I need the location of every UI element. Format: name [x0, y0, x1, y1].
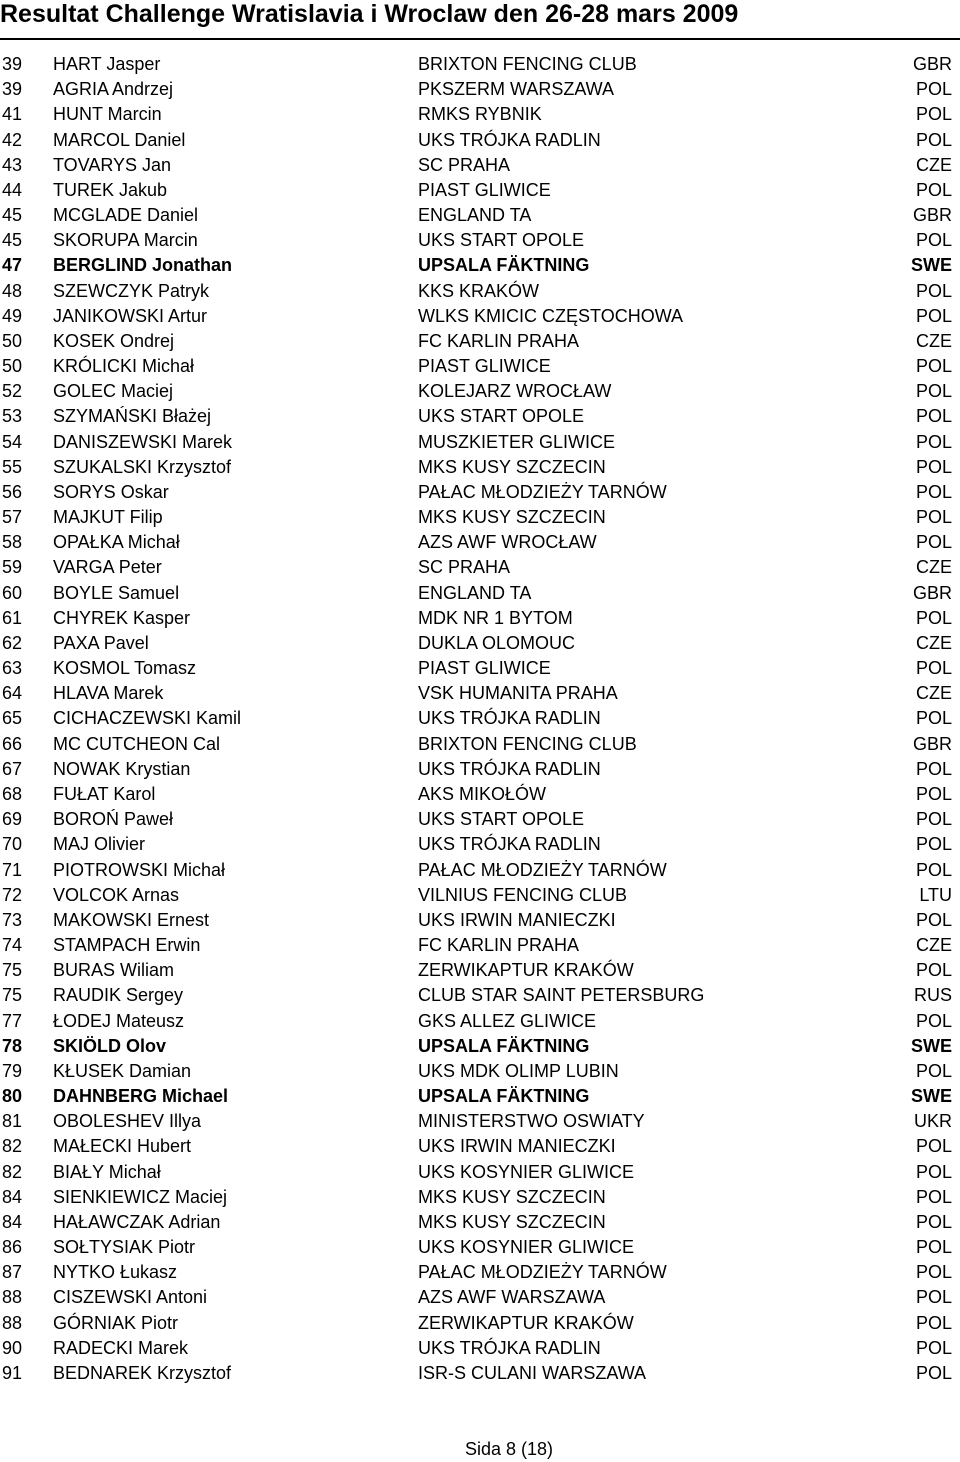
country-code: POL	[915, 431, 952, 452]
country-code: CZE	[916, 683, 952, 704]
athlete-name: SOŁTYSIAK Piotr	[53, 1237, 196, 1258]
result-row	[0, 858, 960, 883]
country-code: LTU	[919, 884, 952, 905]
result-row	[0, 1134, 960, 1159]
country-code: POL	[915, 1262, 952, 1283]
page-number: Sida 8 (18)	[464, 1439, 554, 1459]
club-name: MUSZKIETER GLIWICE	[418, 431, 616, 452]
result-row	[0, 1084, 960, 1109]
country-code: GBR	[912, 582, 952, 603]
country-code: POL	[915, 909, 952, 930]
club-name: RMKS RYBNIK	[418, 104, 542, 125]
result-row	[0, 128, 960, 153]
athlete-name: CICHACZEWSKI Kamil	[53, 708, 242, 729]
athlete-name: MC CUTCHEON Cal	[53, 733, 221, 754]
athlete-name: ŁODEJ Mateusz	[53, 1010, 185, 1031]
athlete-name: MAKOWSKI Ernest	[53, 909, 210, 930]
athlete-name: SZEWCZYK Patryk	[53, 280, 210, 301]
result-rank: 84	[2, 1186, 23, 1207]
result-rank: 60	[2, 582, 23, 603]
club-name: UKS TRÓJKA RADLIN	[418, 834, 601, 855]
club-name: SC PRAHA	[418, 557, 511, 578]
result-rank: 74	[2, 935, 23, 956]
result-rank: 47	[2, 255, 23, 276]
athlete-name: SZUKALSKI Krzysztof	[53, 456, 232, 477]
athlete-name: AGRIA Andrzej	[53, 79, 174, 100]
club-name: FC KARLIN PRAHA	[418, 330, 580, 351]
club-name: UKS TRÓJKA RADLIN	[418, 758, 601, 779]
club-name: FC KARLIN PRAHA	[418, 935, 580, 956]
athlete-name: PAXA Pavel	[53, 632, 149, 653]
result-row	[0, 656, 960, 681]
country-code: POL	[915, 507, 952, 528]
club-name: PIAST GLIWICE	[418, 356, 551, 377]
country-code: POL	[915, 1287, 952, 1308]
result-rank: 68	[2, 783, 23, 804]
result-row	[0, 430, 960, 455]
result-row	[0, 706, 960, 731]
club-name: ISR-S CULANI WARSZAWA	[418, 1362, 647, 1383]
result-row	[0, 329, 960, 354]
result-row	[0, 480, 960, 505]
club-name: MKS KUSY SZCZECIN	[418, 456, 606, 477]
country-code: POL	[915, 305, 952, 326]
country-code: CZE	[916, 330, 952, 351]
athlete-name: VOLCOK Arnas	[53, 884, 180, 905]
result-rank: 63	[2, 658, 23, 679]
club-name: BRIXTON FENCING CLUB	[418, 733, 637, 754]
club-name: MDK NR 1 BYTOM	[418, 607, 573, 628]
result-rank: 53	[2, 406, 23, 427]
result-rank: 55	[2, 456, 23, 477]
country-code: GBR	[912, 733, 952, 754]
country-code: POL	[915, 708, 952, 729]
result-row	[0, 1185, 960, 1210]
result-row	[0, 178, 960, 203]
club-name: UKS MDK OLIMP LUBIN	[418, 1060, 619, 1081]
country-code: POL	[915, 859, 952, 880]
country-code: POL	[915, 607, 952, 628]
athlete-name: DANISZEWSKI Marek	[53, 431, 233, 452]
result-rank: 80	[2, 1086, 23, 1107]
result-rank: 59	[2, 557, 23, 578]
country-code: POL	[915, 406, 952, 427]
athlete-name: KOSMOL Tomasz	[53, 658, 197, 679]
result-row	[0, 379, 960, 404]
result-row	[0, 404, 960, 429]
country-code: POL	[915, 758, 952, 779]
result-rank: 82	[2, 1136, 23, 1157]
title-divider	[0, 38, 960, 40]
club-name: UKS KOSYNIER GLIWICE	[418, 1237, 635, 1258]
club-name: UKS IRWIN MANIECZKI	[418, 909, 616, 930]
club-name: UKS TRÓJKA RADLIN	[418, 129, 601, 150]
athlete-name: CISZEWSKI Antoni	[53, 1287, 208, 1308]
club-name: UKS IRWIN MANIECZKI	[418, 1136, 616, 1157]
athlete-name: FUŁAT Karol	[53, 783, 156, 804]
club-name: AZS AWF WROCŁAW	[418, 532, 597, 553]
result-row	[0, 1059, 960, 1084]
result-row	[0, 606, 960, 631]
result-rank: 88	[2, 1287, 23, 1308]
athlete-name: NOWAK Krystian	[53, 758, 191, 779]
result-rank: 75	[2, 985, 23, 1006]
country-code: POL	[915, 658, 952, 679]
result-row	[0, 782, 960, 807]
club-name: UKS START OPOLE	[418, 230, 585, 251]
result-row	[0, 581, 960, 606]
result-rank: 91	[2, 1362, 23, 1383]
result-row	[0, 1210, 960, 1235]
club-name: MINISTERSTWO OSWIATY	[418, 1111, 645, 1132]
athlete-name: BOROŃ Paweł	[53, 809, 174, 830]
athlete-name: MCGLADE Daniel	[53, 205, 199, 226]
country-code: POL	[915, 1161, 952, 1182]
athlete-name: VARGA Peter	[53, 557, 162, 578]
result-rank: 41	[2, 104, 23, 125]
club-name: SC PRAHA	[418, 154, 511, 175]
result-rank: 70	[2, 834, 23, 855]
athlete-name: SKORUPA Marcin	[53, 230, 198, 251]
result-row	[0, 883, 960, 908]
athlete-name: HART Jasper	[53, 54, 161, 74]
result-row	[0, 1285, 960, 1310]
result-rank: 65	[2, 708, 23, 729]
result-rank: 50	[2, 356, 23, 377]
country-code: POL	[915, 1237, 952, 1258]
result-row	[0, 77, 960, 102]
athlete-name: JANIKOWSKI Artur	[53, 305, 208, 326]
result-rank: 79	[2, 1060, 23, 1081]
club-name: UKS START OPOLE	[418, 809, 585, 830]
result-rank: 69	[2, 809, 23, 830]
result-row	[0, 1311, 960, 1336]
country-code: POL	[915, 1186, 952, 1207]
result-row	[0, 1260, 960, 1285]
result-rank: 72	[2, 884, 23, 905]
club-name: UKS TRÓJKA RADLIN	[418, 1337, 601, 1358]
club-name: BRIXTON FENCING CLUB	[418, 54, 637, 74]
country-code: CZE	[916, 154, 952, 175]
result-row	[0, 1235, 960, 1260]
result-rank: 64	[2, 683, 23, 704]
club-name: GKS ALLEZ GLIWICE	[418, 1010, 597, 1031]
country-code: POL	[915, 129, 952, 150]
result-row	[0, 505, 960, 530]
result-rank: 49	[2, 305, 23, 326]
result-row	[0, 1361, 960, 1386]
club-name: UPSALA FÄKTNING	[418, 1086, 590, 1107]
athlete-name: CHYREK Kasper	[53, 607, 191, 628]
athlete-name: NYTKO Łukasz	[53, 1262, 178, 1283]
country-code: RUS	[913, 985, 952, 1006]
country-code: POL	[915, 179, 952, 200]
result-row	[0, 1034, 960, 1059]
result-rank: 39	[2, 54, 23, 74]
club-name: PAŁAC MŁODZIEŻY TARNÓW	[418, 1262, 667, 1283]
result-row	[0, 631, 960, 656]
club-name: AZS AWF WARSZAWA	[418, 1287, 606, 1308]
country-code: CZE	[916, 935, 952, 956]
club-name: UKS KOSYNIER GLIWICE	[418, 1161, 635, 1182]
results-list	[0, 52, 960, 1386]
result-row	[0, 908, 960, 933]
athlete-name: HAŁAWCZAK Adrian	[53, 1211, 221, 1232]
result-row	[0, 983, 960, 1008]
athlete-name: PIOTROWSKI Michał	[53, 859, 226, 880]
country-code: POL	[915, 280, 952, 301]
result-rank: 42	[2, 129, 23, 150]
result-row	[0, 681, 960, 706]
athlete-name: HUNT Marcin	[53, 104, 162, 125]
athlete-name: OBOLESHEV Illya	[53, 1111, 202, 1132]
country-code: POL	[915, 456, 952, 477]
country-code: POL	[915, 1337, 952, 1358]
result-rank: 81	[2, 1111, 23, 1132]
athlete-name: STAMPACH Erwin	[53, 935, 201, 956]
result-rank: 43	[2, 154, 23, 175]
country-code: GBR	[912, 205, 952, 226]
athlete-name: MAJ Olivier	[53, 834, 146, 855]
athlete-name: KOSEK Ondrej	[53, 330, 175, 351]
country-code: POL	[915, 532, 952, 553]
club-name: WLKS KMICIC CZĘSTOCHOWA	[418, 305, 684, 326]
country-code: POL	[915, 1010, 952, 1031]
result-rank: 77	[2, 1010, 23, 1031]
athlete-name: TOVARYS Jan	[53, 154, 172, 175]
country-code: SWE	[910, 1086, 952, 1107]
athlete-name: SORYS Oskar	[53, 481, 169, 502]
result-row	[0, 933, 960, 958]
athlete-name: BERGLIND Jonathan	[53, 255, 233, 276]
result-rank: 86	[2, 1237, 23, 1258]
result-rank: 75	[2, 960, 23, 981]
result-row	[0, 203, 960, 228]
country-code: POL	[915, 1362, 952, 1383]
club-name: UKS TRÓJKA RADLIN	[418, 708, 601, 729]
result-row	[0, 1336, 960, 1361]
result-rank: 88	[2, 1312, 23, 1333]
country-code: SWE	[910, 1035, 952, 1056]
club-name: MKS KUSY SZCZECIN	[418, 1211, 606, 1232]
athlete-name: DAHNBERG Michael	[53, 1086, 229, 1107]
result-rank: 66	[2, 733, 23, 754]
athlete-name: SZYMAŃSKI Błażej	[53, 406, 212, 427]
club-name: PKSZERM WARSZAWA	[418, 79, 615, 100]
result-row	[0, 1009, 960, 1034]
club-name: PIAST GLIWICE	[418, 179, 551, 200]
club-name: MKS KUSY SZCZECIN	[418, 507, 606, 528]
country-code: POL	[915, 356, 952, 377]
result-rank: 78	[2, 1035, 23, 1056]
result-rank: 52	[2, 381, 23, 402]
result-row	[0, 279, 960, 304]
club-name: VSK HUMANITA PRAHA	[418, 683, 618, 704]
country-code: POL	[915, 481, 952, 502]
country-code: UKR	[913, 1111, 952, 1132]
result-rank: 90	[2, 1337, 23, 1358]
result-rank: 54	[2, 431, 23, 452]
result-rank: 84	[2, 1211, 23, 1232]
result-row	[0, 354, 960, 379]
club-name: CLUB STAR SAINT PETERSBURG	[418, 985, 705, 1006]
athlete-name: SIENKIEWICZ Maciej	[53, 1186, 228, 1207]
athlete-name: GÓRNIAK Piotr	[53, 1312, 179, 1333]
country-code: POL	[915, 1136, 952, 1157]
athlete-name: GOLEC Maciej	[53, 381, 174, 402]
country-code: POL	[915, 834, 952, 855]
club-name: PIAST GLIWICE	[418, 658, 551, 679]
result-row	[0, 455, 960, 480]
athlete-name: KŁUSEK Damian	[53, 1060, 192, 1081]
country-code: POL	[915, 783, 952, 804]
club-name: ZERWIKAPTUR KRAKÓW	[418, 1312, 634, 1333]
result-row	[0, 555, 960, 580]
athlete-name: BURAS Wiliam	[53, 960, 175, 981]
athlete-name: MAŁECKI Hubert	[53, 1136, 192, 1157]
result-row	[0, 757, 960, 782]
country-code: CZE	[916, 557, 952, 578]
club-name: ENGLAND TA	[418, 582, 532, 603]
club-name: MKS KUSY SZCZECIN	[418, 1186, 606, 1207]
result-row	[0, 228, 960, 253]
result-row	[0, 807, 960, 832]
club-name: VILNIUS FENCING CLUB	[418, 884, 628, 905]
country-code: POL	[915, 1060, 952, 1081]
result-row	[0, 253, 960, 278]
result-rank: 87	[2, 1262, 23, 1283]
athlete-name: MARCOL Daniel	[53, 129, 186, 150]
club-name: ZERWIKAPTUR KRAKÓW	[418, 960, 634, 981]
country-code: SWE	[910, 255, 952, 276]
result-row	[0, 304, 960, 329]
club-name: ENGLAND TA	[418, 205, 532, 226]
country-code: POL	[915, 1211, 952, 1232]
country-code: POL	[915, 960, 952, 981]
athlete-name: BOYLE Samuel	[53, 582, 180, 603]
club-name: UPSALA FÄKTNING	[418, 255, 590, 276]
result-row	[0, 52, 960, 77]
club-name: KKS KRAKÓW	[418, 280, 540, 301]
club-name: DUKLA OLOMOUC	[418, 632, 576, 653]
athlete-name: BIAŁY Michał	[53, 1161, 161, 1182]
country-code: POL	[915, 1312, 952, 1333]
result-rank: 45	[2, 205, 23, 226]
result-rank: 57	[2, 507, 23, 528]
club-name: PAŁAC MŁODZIEŻY TARNÓW	[418, 481, 667, 502]
result-rank: 48	[2, 280, 23, 301]
result-row	[0, 832, 960, 857]
athlete-name: OPAŁKA Michał	[53, 532, 180, 553]
country-code: POL	[915, 79, 952, 100]
result-rank: 56	[2, 481, 23, 502]
result-rank: 58	[2, 532, 23, 553]
athlete-name: MAJKUT Filip	[53, 507, 163, 528]
result-rank: 62	[2, 632, 23, 653]
athlete-name: KRÓLICKI Michał	[53, 356, 195, 377]
country-code: POL	[915, 104, 952, 125]
club-name: KOLEJARZ WROCŁAW	[418, 381, 612, 402]
result-rank: 82	[2, 1161, 23, 1182]
result-rank: 45	[2, 230, 23, 251]
club-name: PAŁAC MŁODZIEŻY TARNÓW	[418, 859, 667, 880]
athlete-name: TUREK Jakub	[53, 179, 168, 200]
athlete-name: HLAVA Marek	[53, 683, 164, 704]
result-rank: 73	[2, 909, 23, 930]
athlete-name: SKIÖLD Olov	[53, 1035, 167, 1056]
result-row	[0, 958, 960, 983]
result-rank: 39	[2, 79, 23, 100]
result-rank: 71	[2, 859, 23, 880]
result-row	[0, 102, 960, 127]
result-row	[0, 1109, 960, 1134]
country-code: GBR	[912, 54, 952, 74]
result-rank: 50	[2, 330, 23, 351]
club-name: UKS START OPOLE	[418, 406, 585, 427]
result-rank: 61	[2, 607, 23, 628]
result-row	[0, 530, 960, 555]
result-rank: 44	[2, 179, 23, 200]
club-name: UPSALA FÄKTNING	[418, 1035, 590, 1056]
athlete-name: RAUDIK Sergey	[53, 985, 184, 1006]
result-rank: 67	[2, 758, 23, 779]
athlete-name: RADECKI Marek	[53, 1337, 189, 1358]
club-name: AKS MIKOŁÓW	[418, 783, 547, 804]
country-code: CZE	[916, 632, 952, 653]
page-title: Resultat Challenge Wratislavia i Wroclaw den 26-28 mars 2009	[0, 0, 739, 28]
country-code: POL	[915, 230, 952, 251]
country-code: POL	[915, 809, 952, 830]
result-row	[0, 1160, 960, 1185]
country-code: POL	[915, 381, 952, 402]
athlete-name: BEDNAREK Krzysztof	[53, 1362, 232, 1383]
result-row	[0, 153, 960, 178]
result-row	[0, 732, 960, 757]
